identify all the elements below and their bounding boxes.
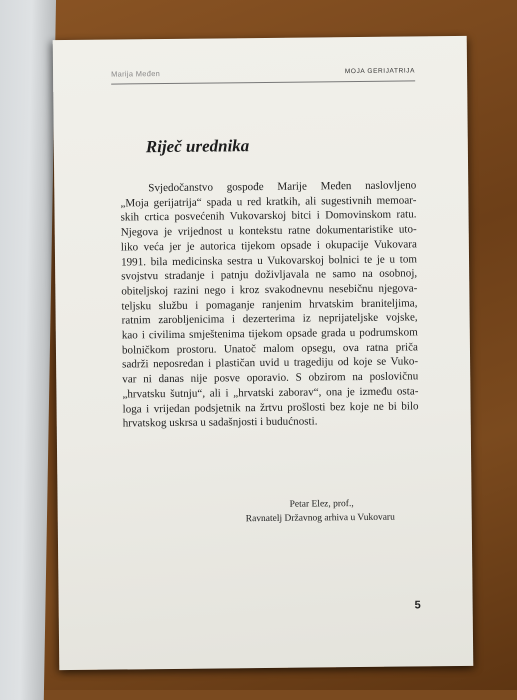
paragraph-line: „hrvatsku šutnju“, ali i „hrvatski zaborav“, ona je između osta- [122,385,419,401]
paragraph-line: skih crtica posvećenih Vukovarskoj bitci i Domovinskom ratu. [120,208,417,224]
paragraph-line: loga i vrijedan podsjetnik na žrtvu prošlosti bez koje ne bi bilo [122,399,419,416]
section-title: Riječ urednika [145,136,250,157]
paragraph-line: liko veća jer je autorica tijekom opsade i okupacije Vukovara [120,238,417,254]
paragraph-line: svojstvu stradanje i patnju doživljavala ne samo na osobnoj, [121,267,418,283]
paragraph-line: hrvatskog uskrsa u sadašnjosti i budućnosti. [122,415,318,430]
paragraph-line: teljsku službu i pomaganje ranjenim hrvatskim braniteljima, [121,297,418,313]
paragraph-line: 1991. bila medicinska sestra u Vukovarskoj bolnici te je u tom [120,252,418,268]
page-number: 5 [414,599,421,612]
paragraph-line: obiteljskoj razini nego i kroz svakodnevnu nesebičnu njegova- [121,282,418,298]
header-author: Marija Međen [111,69,161,79]
signature-name: Petar Elez, prof., [289,499,354,510]
paragraph-line: ratnim zarobljenicima i dezerterima iz neprijateljske vojske, [121,311,418,327]
paragraph-line: sadrži neposredan i plastičan uvid u tragediju od koje se Vuko- [122,355,419,371]
paragraph-line: bolničkom prostoru. Unatoč malom opsegu, ova ratna priča [121,341,419,357]
signature-block [58,498,472,525]
paragraph-line: Njegova je vrijednost u kontekstu ratne dokumentaristike uto- [120,223,417,239]
signature-role: Ravnatelj Državnog arhiva u Vukovaru [245,512,395,525]
paragraph-line: var ni danas nije posve oporavio. S obzirom na poslovičnu [122,370,419,386]
running-header [111,64,415,84]
paragraph-line: „Moja gerijatrija“ spada u red kratkih, ali sugestivnih memoar- [120,194,417,210]
paragraph-line: Svjedočanstvo gospođe Marije Međen naslovljeno [148,179,417,195]
header-book-title: MOJA GERIJATRIJA [344,67,416,76]
editor-foreword-paragraph [120,178,419,431]
paragraph-line: kao i civilima smještenima tijekom opsade grada u podrumskom [121,326,418,342]
book-page [53,36,474,670]
